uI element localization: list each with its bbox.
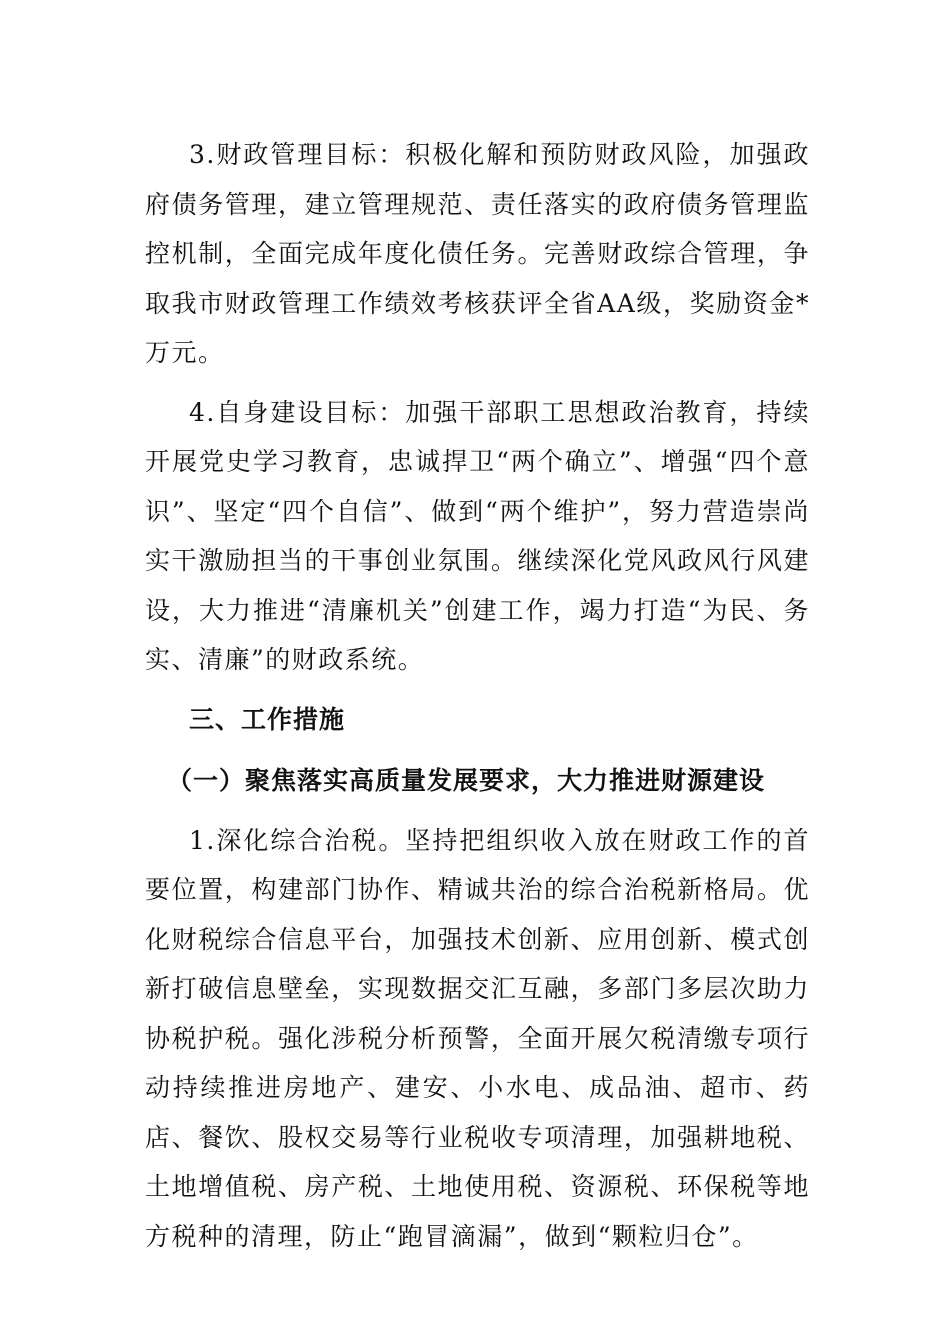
paragraph-comprehensive-tax-governance: 1.深化综合治税。坚持把组织收入放在财政工作的首要位置，构建部门协作、精诚共治的综合治税新格局。优化财税综合信息平台，加强技术创新、应用创新、模式创新打破信息壁垒，实现数据交汇互融，多部门多层次助力协税护税。强化涉税分析预警，全面开展欠税清缴专项行动持续推进房地产、建安、小水电、成品油、超市、药店、餐饮、股权交易等行业税收专项清理，加强耕地税、土地增值税、房产税、土地使用税、资源税、环保税等地方税种的清理，防止“跑冒滴漏”，做到“颗粒归仓”。 <box>145 825 810 1251</box>
document-body <box>145 130 810 1261</box>
sub-heading-financial-source-building: （一）聚焦落实高质量发展要求，大力推进财源建设 <box>167 766 766 795</box>
section-heading-work-measures: 三、工作措施 <box>189 704 346 734</box>
paragraph-finance-management-goal: 3.财政管理目标：积极化解和预防财政风险，加强政府债务管理，建立管理规范、责任落实的政府债务管理监控机制，全面完成年度化债任务。完善财政综合管理，争取我市财政管理工作绩效考核获评全省AA级，奖励资金*万元。 <box>145 140 810 367</box>
paragraph-self-building-goal: 4.自身建设目标：加强干部职工思想政治教育，持续开展党史学习教育，忠诚捍卫“两个确立”、增强“四个意识”、坚定“四个自信”、做到“两个维护”，努力营造崇尚实干激励担当的干事创业氛围。继续深化党风政风行风建设，大力推进“清廉机关”创建工作，竭力打造“为民、务实、清廉”的财政系统。 <box>145 397 810 674</box>
